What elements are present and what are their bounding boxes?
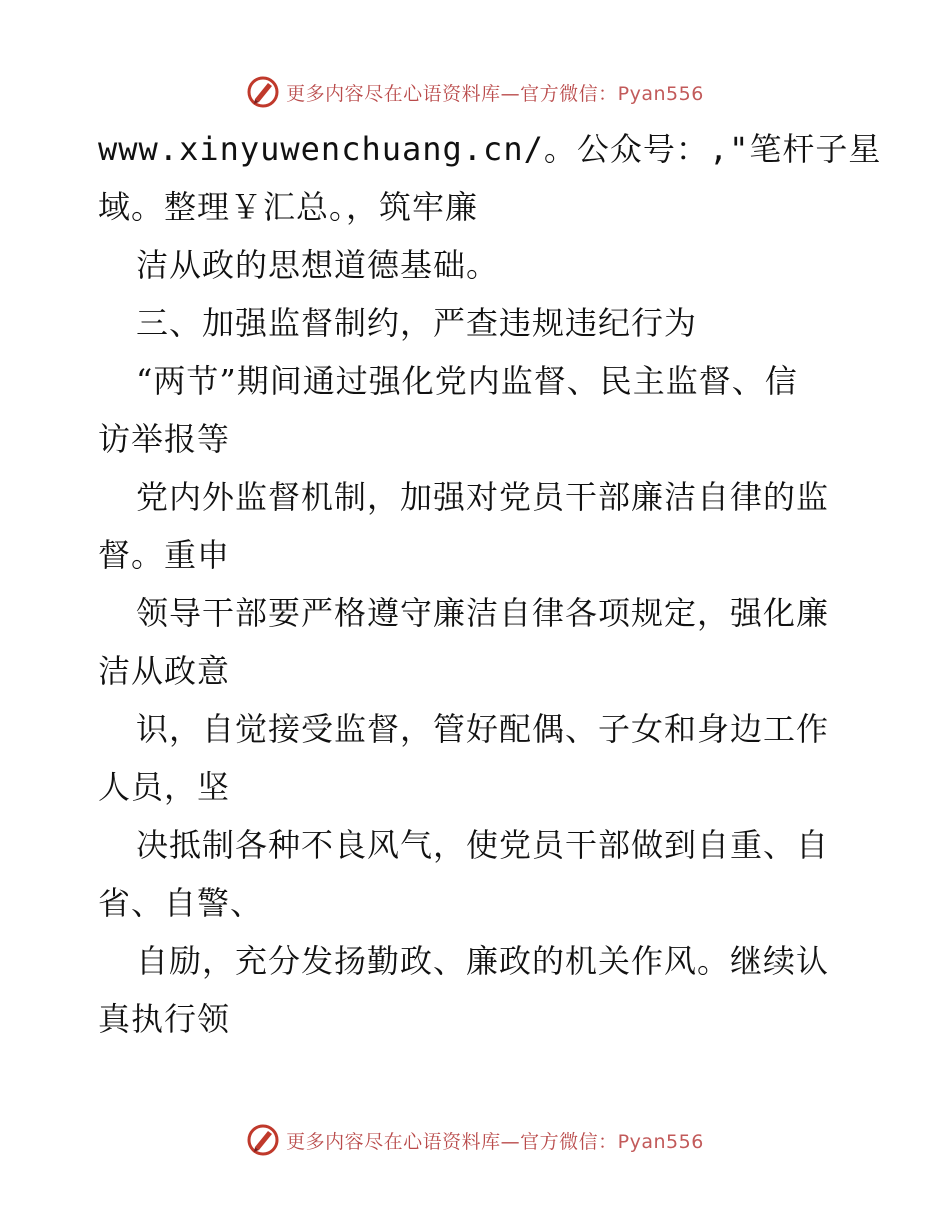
text-line-15: 自励，充分发扬勤政、廉政的机关作风。继续认 [136, 942, 830, 980]
footer-banner-handle: Pyan556 [617, 1130, 704, 1153]
text-line-6: 访举报等 [98, 420, 231, 458]
text-line-13: 决抵制各种不良风气，使党员干部做到自重、自 [136, 826, 830, 864]
text-line-16: 真执行领 [98, 1000, 231, 1038]
footer-banner [0, 1120, 950, 1160]
text-line-7: 党内外监督机制，加强对党员干部廉洁自律的监 [136, 478, 830, 516]
text-line-5: “两节”期间通过强化党内监督、民主监督、信 [136, 362, 798, 400]
header-banner-text [286, 79, 704, 106]
footer-banner-text [286, 1127, 704, 1154]
section-heading: 三、加强监督制约，严查违规违纪行为 [136, 304, 698, 342]
text-line-1: www.xinyuwenchuang.cn/。公众号：,"笔杆子星 [98, 130, 882, 168]
pen-logo-icon [246, 1123, 280, 1157]
text-line-8: 督。重申 [98, 536, 231, 574]
footer-banner-label: 更多内容尽在心语资料库—官方微信： [286, 1130, 618, 1153]
text-line-14: 省、自警、 [98, 884, 264, 922]
header-banner-handle: Pyan556 [617, 82, 704, 105]
header-banner [0, 72, 950, 112]
document-body [98, 120, 882, 1048]
text-line-12: 人员，坚 [98, 768, 231, 806]
header-banner-label: 更多内容尽在心语资料库—官方微信： [286, 82, 618, 105]
pen-logo-icon [246, 75, 280, 109]
text-line-3: 洁从政的思想道德基础。 [136, 246, 500, 284]
text-line-2: 域。整理￥汇总。，筑牢廉 [98, 188, 479, 226]
text-line-9: 领导干部要严格遵守廉洁自律各项规定，强化廉 [136, 594, 830, 632]
text-line-10: 洁从政意 [98, 652, 231, 690]
text-line-11: 识，自觉接受监督，管好配偶、子女和身边工作 [136, 710, 830, 748]
